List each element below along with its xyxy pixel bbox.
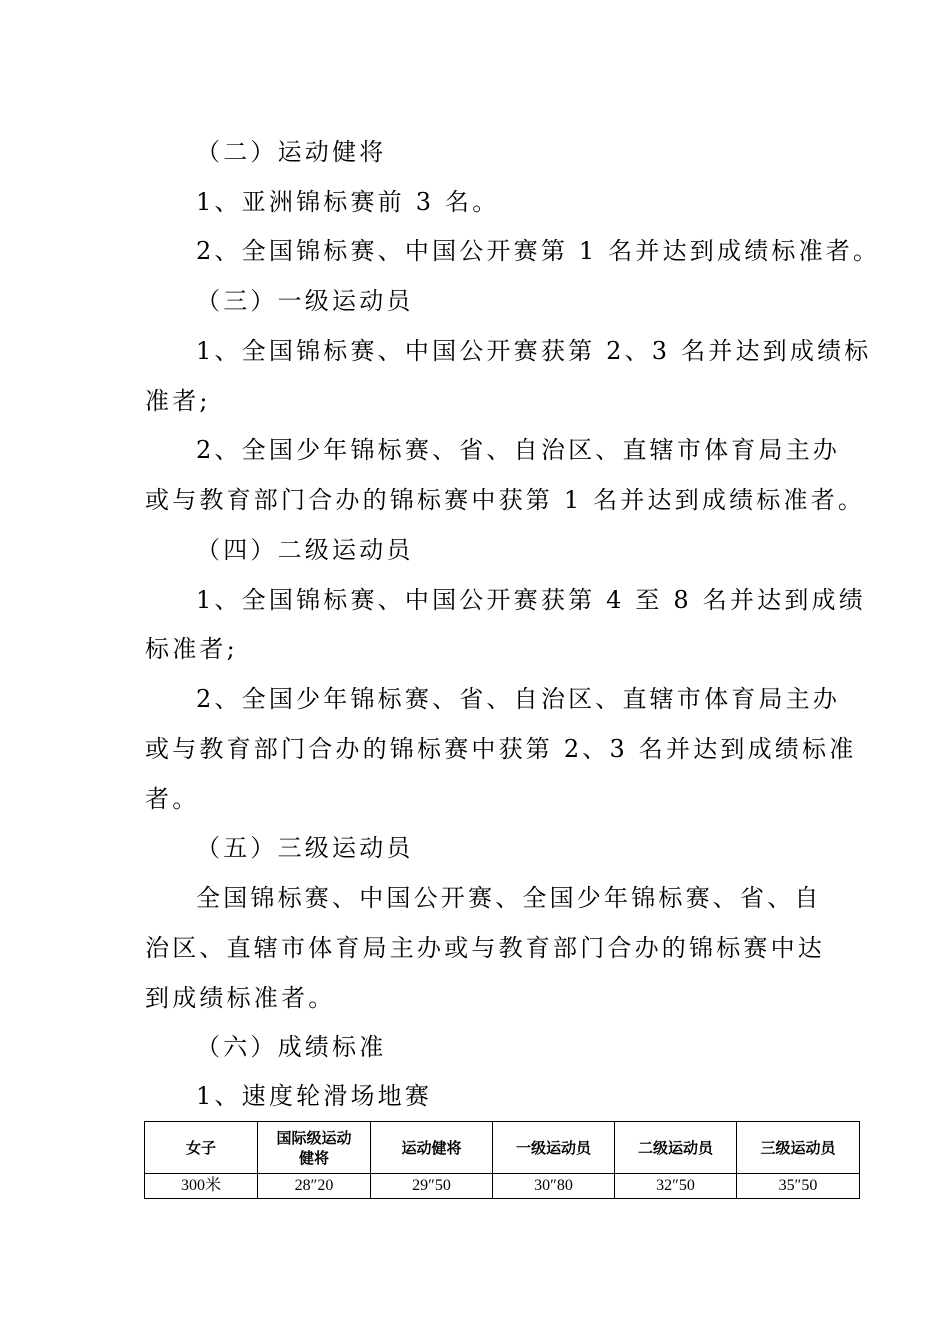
paragraph-continuation: 到成绩标准者。	[145, 984, 336, 1012]
section-heading-third-class: （五）三级运动员	[196, 834, 414, 862]
table-cell: 35″50	[737, 1174, 860, 1199]
table-cell: 28″20	[258, 1174, 371, 1199]
header-cell: 运动健将	[371, 1122, 493, 1174]
table-row	[145, 1174, 860, 1199]
table-cell: 300米	[145, 1174, 258, 1199]
paragraph: 2、全国少年锦标赛、省、自治区、直辖市体育局主办	[196, 436, 841, 464]
section-heading-first-class: （三）一级运动员	[196, 287, 414, 315]
header-cell: 国际级运动健将	[258, 1122, 371, 1174]
paragraph-continuation: 治区、直辖市体育局主办或与教育部门合办的锦标赛中达	[145, 934, 825, 962]
paragraph: 1、全国锦标赛、中国公开赛获第 4 至 8 名并达到成绩	[196, 586, 866, 614]
paragraph: 全国锦标赛、中国公开赛、全国少年锦标赛、省、自	[196, 884, 822, 912]
section-heading-athlete: （二）运动健将	[196, 138, 387, 166]
paragraph-continuation: 或与教育部门合办的锦标赛中获第 2、3 名并达到成绩标准	[145, 735, 857, 763]
paragraph-continuation: 准者;	[145, 387, 211, 415]
section-heading-standards: （六）成绩标准	[196, 1033, 387, 1061]
table-cell: 29″50	[371, 1174, 493, 1199]
paragraph-continuation: 或与教育部门合办的锦标赛中获第 1 名并达到成绩标准者。	[145, 486, 866, 514]
paragraph-continuation: 者。	[145, 785, 200, 813]
subsection-heading: 1、速度轮滑场地赛	[196, 1082, 433, 1110]
paragraph-continuation: 标准者;	[145, 635, 238, 663]
paragraph: 1、全国锦标赛、中国公开赛获第 2、3 名并达到成绩标	[196, 337, 872, 365]
section-heading-second-class: （四）二级运动员	[196, 536, 414, 564]
header-cell: 二级运动员	[615, 1122, 737, 1174]
table-cell: 30″80	[493, 1174, 615, 1199]
standards-table	[144, 1121, 860, 1199]
paragraph: 1、亚洲锦标赛前 3 名。	[196, 188, 500, 216]
header-cell: 一级运动员	[493, 1122, 615, 1174]
header-cell: 女子	[145, 1122, 258, 1174]
paragraph: 2、全国少年锦标赛、省、自治区、直辖市体育局主办	[196, 685, 841, 713]
table-cell: 32″50	[615, 1174, 737, 1199]
paragraph: 2、全国锦标赛、中国公开赛第 1 名并达到成绩标准者。	[196, 237, 881, 265]
table-header-row	[145, 1122, 860, 1174]
header-cell: 三级运动员	[737, 1122, 860, 1174]
